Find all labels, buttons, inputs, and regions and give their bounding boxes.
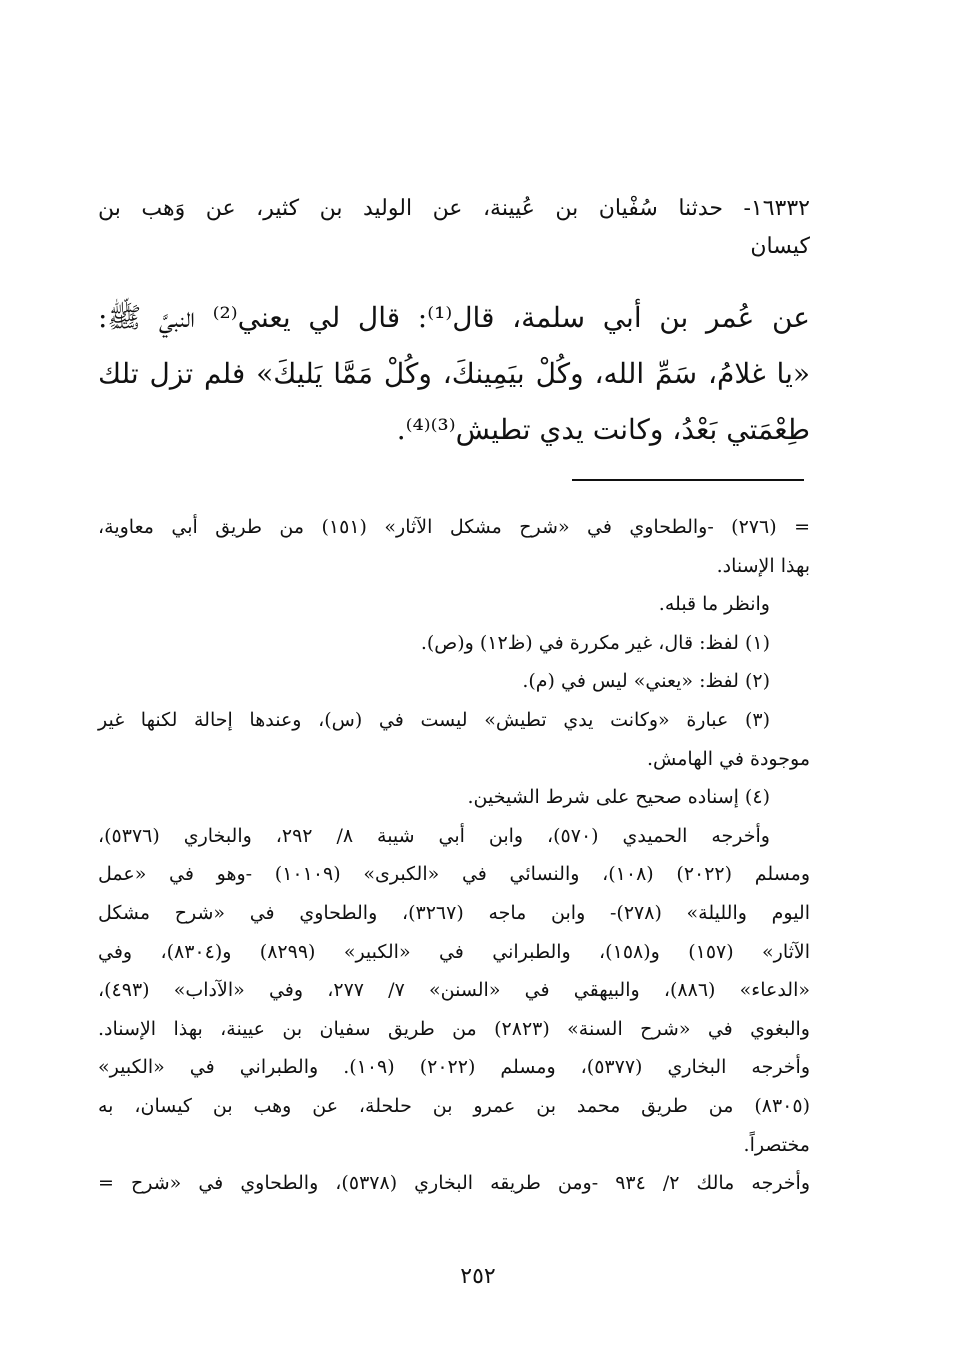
footnote-3-line-1: (٣) عبارة «وكانت يدي تطيش» ليست في (س)، وعندها إحالة لكنها غير	[98, 708, 770, 731]
footnote-4-line-11: وأخرجه مالك ٢/ ٩٣٤ -ومن طريقه البخاري (٥٣٧٨)، والطحاوي في «شرح =	[98, 1172, 811, 1195]
matn-line-1: عن عُمر بن أبي سلمة، قال⁽¹⁾: قال لي يعني⁽²⁾ النبيَّ ﷺ:	[98, 301, 810, 334]
isnad-line-1: ١٦٣٣٢- حدثنا سُفْيان بن عُيينة، عن الوليد بن كثير، عن وَهب بن	[98, 196, 810, 221]
footnote-4-line-8: وأخرجه البخاري (٥٣٧٧)، ومسلم (٢٠٢٢) (١٠٩). والطبراني في «الكبير»	[98, 1056, 810, 1079]
matn-line-3: طِعْمَتي بَعْدُ، وكانت يدي تطيش⁽³⁾⁽⁴⁾.	[396, 413, 810, 446]
hadith-block	[98, 190, 810, 458]
footnote-carry-line-1: = (٢٧٦) -والطحاوي في «شرح مشكل الآثار» (١٥١) من طريق أبي معاوية،	[98, 516, 810, 538]
footnote-4-line-5: الآثار» (١٥٧) و(١٥٨)، والطبراني في «الكبير» (٨٢٩٩) و(٨٣٠٤)، وفي	[98, 940, 811, 963]
footnote-4-line-7: والبغوي في «شرح السنة» (٢٨٢٣) من طريق سفيان بن عيينة، بهذا الإسناد.	[98, 1017, 810, 1040]
footnotes	[98, 508, 810, 1203]
footnote-4-line-3: ومسلم (٢٠٢٢) (١٠٨)، والنسائي في «الكبرى» (١٠١٠٩) -وهو في «عمل	[98, 863, 810, 886]
page-number: ٢٥٢	[460, 1264, 496, 1289]
footnote-4-line-2: وأخرجه الحميدي (٥٧٠)، وابن أبي شيبة ٨/ ٢٩٢، والبخاري (٥٣٧٦)،	[98, 824, 770, 847]
isnad-line-2: كيسان	[750, 234, 810, 259]
footnote-4-line-6: «الدعاء» (٨٨٦)، والبيهقي في «السنن» ٧/ ٢٧٧، وفي «الآداب» (٤٩٣)،	[98, 979, 810, 1002]
footnote-4-line-10: مختصراً.	[743, 1133, 810, 1156]
footnote-4-line-9: (٨٣٠٥) من طريق محمد بن عمرو بن حلحلة، عن وهب بن كيسان، به	[98, 1094, 810, 1117]
footnote-4-line-4: اليوم والليلة» (٢٧٨)- وابن ماجه (٣٢٦٧)، والطحاوي في «شرح مشكل	[98, 901, 811, 924]
footnote-separator	[572, 479, 804, 481]
footnote-carry-line-3: وانظر ما قبله.	[658, 593, 770, 616]
matn-line-2: «يا غلامُ، سَمِّ الله، وكُلْ بيَمِينكَ، وكُلْ مَمَّا يَليكَ» فلم تزل تلك	[98, 357, 810, 390]
footnote-1: (١) لفظ: قال، غير مكررة في (ظ١٢) و(ص).	[420, 631, 770, 654]
footnote-3-line-2: موجودة في الهامش.	[646, 747, 810, 770]
hadith-matn	[98, 290, 810, 458]
footnote-carry-line-2: بهذا الإسناد.	[716, 554, 810, 577]
footnote-4-line-1: (٤) إسناده صحيح على شرط الشيخين.	[467, 786, 770, 809]
footnote-2: (٢) لفظ: «يعني» ليس في (م).	[522, 670, 770, 693]
